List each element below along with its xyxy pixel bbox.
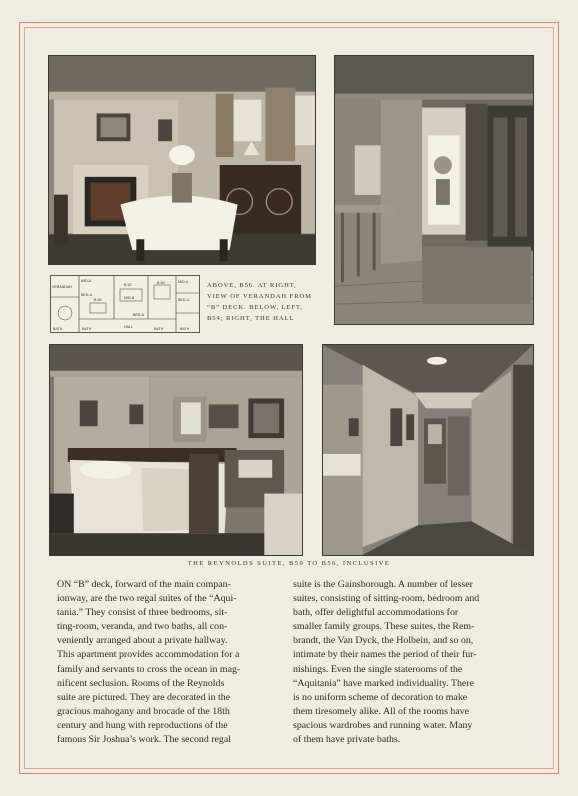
plan-label: BATH [53,327,63,331]
plan-label: MID-B [124,296,135,300]
body-line: family and servants to cross the ocean in mag- [57,663,241,675]
body-line: nishings. Even the single staterooms of the [293,663,463,675]
caption-line: “B” DECK. BELOW, LEFT, [207,304,303,311]
plan-label: BED-A [133,313,144,317]
plan-label: MID-A [178,280,189,284]
photo-sitting-room-b56 [48,55,316,265]
body-line: famous Sir Joshua’s work. The second regal [57,734,231,746]
plan-label: B-54 [94,298,102,302]
plan-label: BED-A [178,298,189,302]
body-line: suite are pictured. They are decorated in the [57,691,231,703]
body-line: ting-room, veranda, and two baths, all con- [57,621,228,633]
plan-label: BATH [154,327,164,331]
plan-label: VERANDAH [52,285,72,289]
body-line: nificent seclusion. Rooms of the Reynolds [57,677,225,689]
body-line: of them have private baths. [293,734,401,746]
body-line: ON “B” deck, forward of the main compan- [57,579,231,590]
body-line: intimate by their names the period of their fur- [293,649,477,661]
body-line: “Aquitania” have marked individuality. There [293,677,474,689]
body-line: is no uniform scheme of decoration to make [293,691,468,703]
plan-label: BATH [82,327,92,331]
plan-label: MID-A [81,279,92,283]
photo-hall [322,344,534,556]
body-line: bath, offer delightful accommodations for [293,607,459,619]
body-line: gracious mahogany and brocade of the 18th [57,705,230,717]
photo-caption-top [207,280,322,324]
body-line: tania.” They consist of three bedrooms, sit- [57,607,228,619]
photo-verandah [334,55,534,325]
plan-label: B-50 [157,281,165,285]
body-line: suites, consisting of sitting-room, bedroom and [293,593,480,605]
body-column-left [57,578,287,747]
plan-label: HALL [124,325,133,329]
body-line: brandt, the Van Dyck, the Holbein, and so on, [293,635,474,647]
plan-label: BATH [180,327,190,331]
body-line: veniently arranged about a private hallway. [57,635,228,647]
caption-line: VIEW OF VERANDAH FROM [207,293,312,300]
body-line: ionway, are the two regal suites of the “Aqui- [57,593,237,605]
body-line: smaller family groups. These suites, the Rem- [293,621,475,633]
plan-label: B-52 [124,283,132,287]
body-line: This apartment provides accommodation for a [57,649,240,661]
suite-caption: THE REYNOLDS SUITE, B50 TO B56, INCLUSIVE [187,560,391,567]
body-line: century and hung with reproductions of the [57,719,228,731]
body-line: suite is the Gainsborough. A number of lesser [293,579,473,590]
caption-line: B54; RIGHT, THE HALL [207,315,295,322]
photo-bedroom-b54 [49,344,303,556]
body-column-right [293,578,523,747]
caption-line: ABOVE, B56. AT RIGHT, [207,282,297,289]
body-line: spacious wardrobes and running water. Many [293,719,473,731]
floor-plan [50,275,200,333]
body-line: them tiresomely alike. All of the rooms have [293,705,470,717]
plan-label: BED-A [81,293,92,297]
